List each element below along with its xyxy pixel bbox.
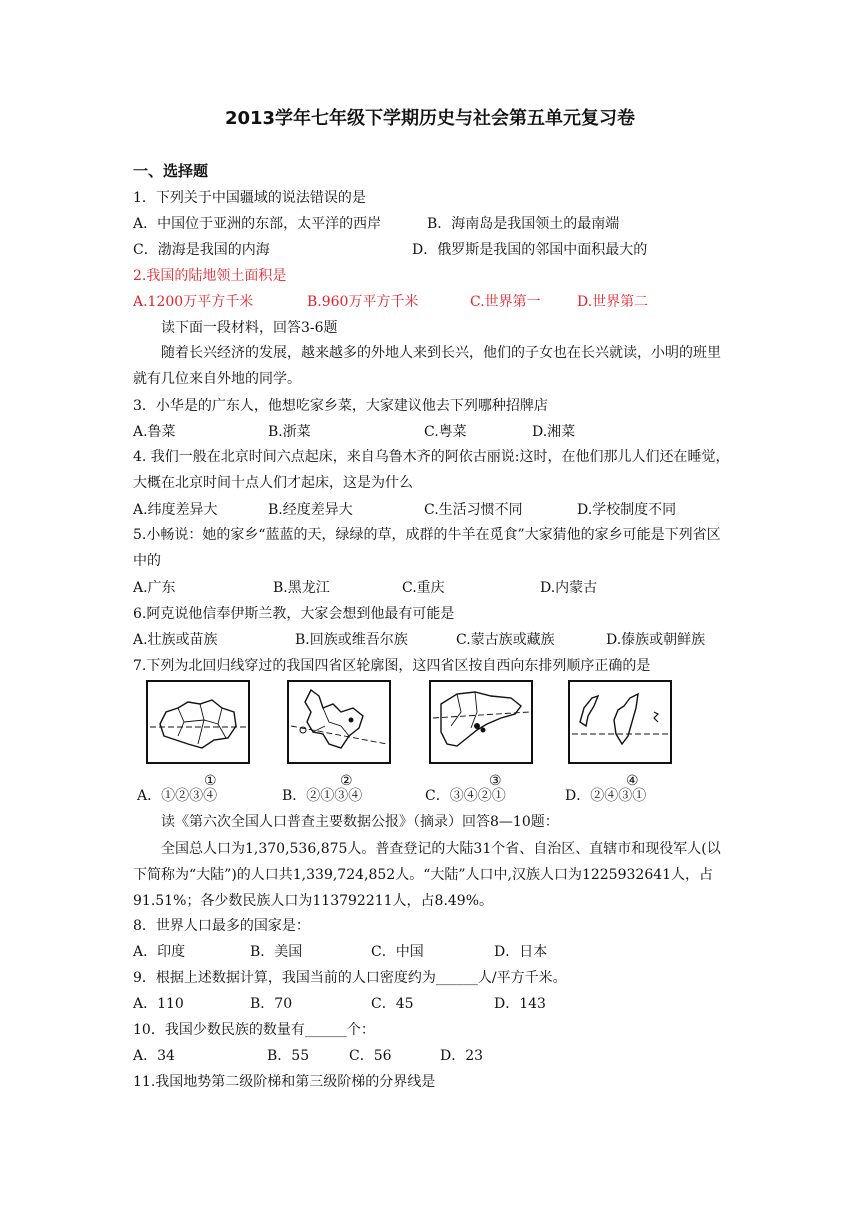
q5-option-b: B.黑龙江 [273, 580, 330, 596]
province-outline-map-1 [146, 680, 250, 764]
q2-option-d: D.世界第二 [577, 294, 649, 310]
question-6-stem: 6.阿克说他信奉伊斯兰教，大家会想到他最有可能是 [133, 606, 455, 622]
province-outline-map-4 [568, 680, 672, 764]
q1-option-b: B．海南岛是我国领土的最南端 [427, 216, 620, 232]
q3-option-c: C.粤菜 [424, 424, 467, 440]
question-5-stem: 5.小畅说：她的家乡“蓝蓝的天，绿绿的草，成群的牛羊在觅食”大家猜他的家乡可能是下列省区中的 [133, 527, 721, 569]
q4-option-d: D.学校制度不同 [577, 502, 677, 518]
q9-option-c: C．45 [371, 996, 414, 1012]
q7-option-d: D．②④③① [565, 788, 647, 804]
q7-option-c: C．③④②① [425, 788, 506, 804]
question-11-stem: 11.我国地势第二级阶梯和第三级阶梯的分界线是 [133, 1074, 436, 1090]
material-3-6: 随着长兴经济的发展，越来越多的外地人来到长兴，他们的子女也在长兴就读，小明的班里就有几位来自外地的同学。 [133, 345, 721, 387]
material-intro-3-6: 读下面一段材料，回答3-6题 [161, 320, 338, 336]
q3-option-b: B.浙菜 [268, 424, 311, 440]
material-8-10: 全国总人口为1,370,536,875人。普查登记的大陆31个省、自治区、直辖市和现役军人(以下简称为“大陆”)的人口共1,339,724,852人。“大陆”人口中,汉族人口为1225932641人，占91.51%；各少数民族人口为113792211人，占8.49%。 [133, 841, 721, 909]
q4-option-c: C.生活习惯不同 [424, 502, 523, 518]
q7-option-b: B．②①③④ [282, 788, 363, 804]
material-intro-8-10: 读《第六次全国人口普查主要数据公报》（摘录）回答8—10题： [161, 814, 559, 830]
section-heading: 一、选择题 [133, 162, 209, 180]
q2-option-c: C.世界第一 [470, 294, 541, 310]
q10-option-d: D．23 [440, 1048, 484, 1064]
q3-option-a: A.鲁菜 [133, 424, 176, 440]
q1-option-d: D．俄罗斯是我国的邻国中面积最大的 [412, 242, 648, 258]
q6-option-d: D.傣族或朝鲜族 [606, 632, 706, 648]
q4-option-a: A.纬度差异大 [133, 502, 218, 518]
q9-option-b: B．70 [250, 996, 293, 1012]
map-label-4: ④ [626, 773, 639, 789]
map-label-2: ② [340, 773, 353, 789]
map-label-3: ③ [489, 773, 502, 789]
q8-option-b: B．美国 [250, 944, 303, 960]
q9-option-a: A．110 [133, 996, 184, 1012]
question-4-stem: 4. 我们一般在北京时间六点起床，来自乌鲁木齐的阿依古丽说:这时，在他们那儿人们还在睡觉，大概在北京时间十点人们才起床，这是为什么 [133, 449, 730, 491]
q2-option-a: A.1200万平方千米 [133, 294, 254, 310]
q10-option-a: A．34 [133, 1048, 175, 1064]
map-label-1: ① [204, 773, 217, 789]
q8-option-c: C．中国 [371, 944, 424, 960]
question-9-stem: 9．根据上述数据计算，我国当前的人口密度约为______人/平方千米。 [133, 970, 567, 986]
q3-option-d: D.湘菜 [532, 424, 576, 440]
q6-option-c: C.蒙古族或藏族 [456, 632, 555, 648]
q5-option-c: C.重庆 [402, 580, 445, 596]
q1-option-c: C．渤海是我国的内海 [133, 242, 270, 258]
question-8-stem: 8．世界人口最多的国家是： [133, 918, 310, 934]
q8-option-a: A．印度 [133, 944, 186, 960]
q6-option-b: B.回族或维吾尔族 [295, 632, 408, 648]
page-title: 2013学年七年级下学期历史与社会第五单元复习卷 [224, 108, 636, 129]
question-1-stem: 1．下列关于中国疆域的说法错误的是 [133, 190, 366, 206]
province-outline-map-2 [287, 680, 391, 764]
q9-option-d: D．143 [494, 996, 546, 1012]
q8-option-d: D．日本 [494, 944, 548, 960]
question-10-stem: 10．我国少数民族的数量有______个： [133, 1022, 375, 1038]
q10-option-c: C．56 [349, 1048, 392, 1064]
q6-option-a: A.壮族或苗族 [133, 632, 218, 648]
question-3-stem: 3．小华是的广东人，他想吃家乡菜，大家建议他去下列哪种招牌店 [133, 398, 548, 414]
question-2-stem: 2.我国的陆地领土面积是 [133, 268, 287, 284]
q10-option-b: B．55 [267, 1048, 310, 1064]
q5-option-d: D.内蒙古 [540, 580, 598, 596]
q5-option-a: A.广东 [133, 580, 176, 596]
province-outline-map-3 [429, 680, 533, 764]
question-7-stem: 7.下列为北回归线穿过的我国四省区轮廓图，这四省区按自西向东排列顺序正确的是 [133, 658, 651, 674]
q4-option-b: B.经度差异大 [268, 502, 353, 518]
q7-option-a: A．①②③④ [137, 788, 218, 804]
q1-option-a: A．中国位于亚洲的东部，太平洋的西岸 [133, 216, 382, 232]
q2-option-b: B.960万平方千米 [307, 294, 419, 310]
